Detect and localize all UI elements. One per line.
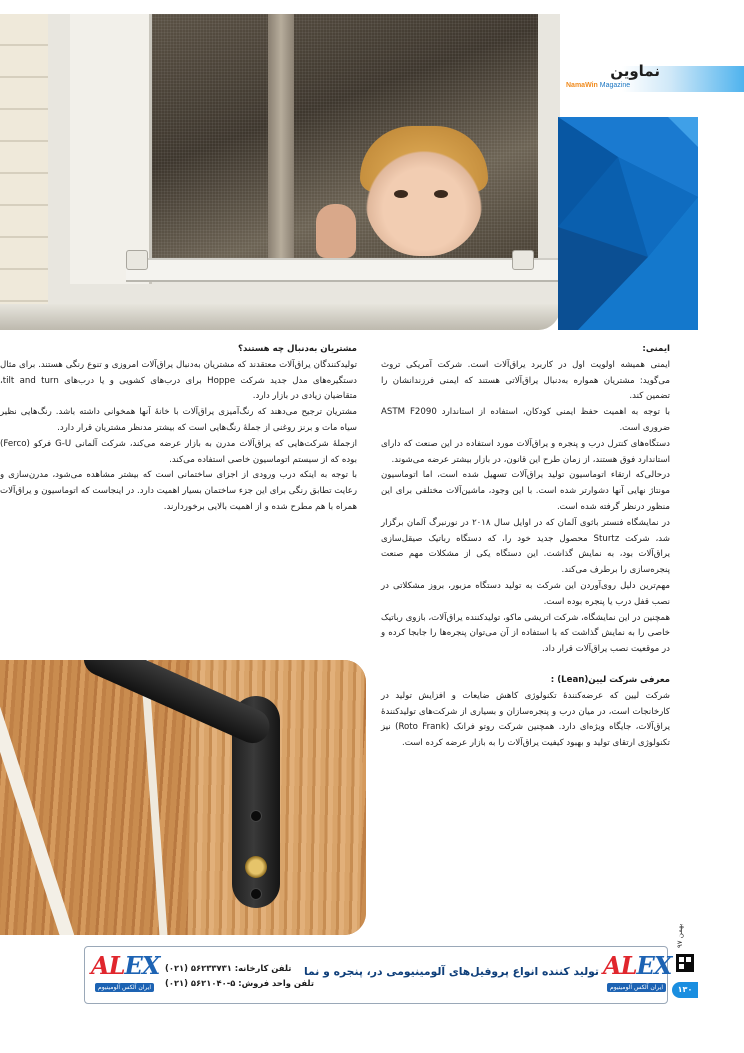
window-latch-right [512,250,534,270]
child-eye-right [434,190,448,198]
plate-screw-top [250,810,262,822]
paragraph: با توجه به اهمیت حفظ ایمنی کودکان، استفاده از استاندارد ASTM F2090 ضروری است. [381,407,670,433]
paragraph: ازجملهٔ شرکت‌هایی که یراق‌آلات مدرن به بازار عرضه می‌کند، شرکت آلمانی G-U فرکو (Ferco) بوده که از سیستم اتوماسیون خاصی استفاده می‌کند. [0,438,357,465]
siding-wall [0,14,48,330]
panel-margin [698,117,744,330]
sales-phone: تلفن واحد فروش: ۵-۵۶۲۱۰۴۰ (۰۲۱) [165,978,314,988]
masthead-title: نماوین [610,62,660,80]
article-column-left [0,342,357,516]
paragraph: دستگاه‌های کنترل درب و پنجره و یراق‌آلات مورد استفاده در این صنعت که دارای استاندارد فوق هستند، از زمان طرح این قانون، در بازار بیشتر عرضه می‌شوند. [381,438,670,465]
paragraph: در نمایشگاه فنستر باثوی آلمان که در اوایل سال ۲۰۱۸ در نورنبرگ آلمان برگزار شد، شرکت Sturtz محصول جدید خود را، که دستگاه رباتیک صیقل‌سازی یراق‌آلات بود، به نمایش گذاشت. این دستگاه یکی از مشکلات مهم صنعت پنجره‌سازی را برطرف می‌کند. [381,517,670,576]
plate-screw-bottom [250,888,262,900]
magazine-masthead [566,62,744,96]
paragraph-gap [381,658,670,673]
paragraph: مهم‌ترین دلیل روی‌آوردن این شرکت به تولید دستگاه مزبور، بروز مشکلاتی در نصب قفل درب یا پنجره بوده است. [381,580,670,607]
window-latch-left [126,250,148,270]
paragraph: مشتریان ترجیح می‌دهند که رنگ‌آمیزی یراق‌آلات با خانهٔ آنها همخوانی داشته باشد. رنگ‌هایی نظیر سیاه مات و برنز روغنی از جملهٔ رنگ‌هایی است که بیشتر مدنظر مشتریان قرار دارد. [0,407,357,433]
footer-tagline: تولید کننده انواع پروفیل‌های آلومینیومی در، پنجره و نما [304,965,599,978]
child-hand [316,204,356,258]
child-window-photo [0,14,560,330]
page-number: ۱۳۰ [672,982,698,998]
window-sill [126,258,560,282]
alex-logo-left [91,951,160,999]
paragraph: درحالی‌که ارتقاء اتوماسیون تولید یراق‌آلات تسهیل شده است، اما اتوماسیون مونتاژ نهایی آنها دشوارتر شده است. با این وجود، ماشین‌آلات مختلفی برای این منظور درنظر گرفته شده است. [381,470,670,512]
alex-logo-tag: ایران آلکس آلومینیوم [95,983,154,992]
article-column-right [381,342,670,752]
paragraph: همچنین در این نمایشگاه، شرکت اتریشی ماکو، تولیدکننده یراق‌آلات، بازوی رباتیک خاصی را به نمایش گذاشت که با استفاده از آن می‌توان پنجره‌ها را جابجا کرده و در موقعیت نصب یراق‌آلات قرار داد. [381,612,670,655]
paragraph: شرکت لیین که عرضه‌کنندهٔ تکنولوژی کاهش ضایعات و افزایش تولید در کارخانجات است، در میان درب و پنجره‌سازان و بسیاری از شرکت‌های تولیدکنندهٔ یراق‌آلات، جایگاه ویژه‌ای دارد. همچنین شرکت روتو فرانک (Roto Frank) نیز تکنولوژی ارتقای تولید و بهبود کیفیت یراق‌آلات را به بازار عرضه کرده است. [381,690,670,749]
alex-logo-right [603,951,672,999]
door-handle-photo [0,660,366,935]
window-light-strip [268,14,294,258]
paragraph: ایمنی همیشه اولویت اول در کاربرد یراق‌آلات است. شرکت آمریکی تروث می‌گوید: مشتریان همواره به‌دنبال یراق‌آلاتی هستند که ایمنی فرزندانشان را تضمین کند. [381,359,670,402]
alex-footer-ad [84,946,672,1004]
masthead-suffix: Magazine [599,82,631,89]
alex-logo-wordmark: ALEX [91,951,160,980]
namawin-mark-icon [676,954,694,972]
window-ledge [0,304,560,330]
masthead-brand: NamaWin [566,82,598,89]
window-frame-side [70,14,152,284]
alex-logo-wordmark-right: ALEX [603,951,672,980]
masthead-subtitle [566,82,630,89]
section-heading: مشتریان به‌دنبال چه هستند؟ [237,344,357,354]
factory-phone: تلفن کارخانه: ۵۶۲۳۳۷۳۱ (۰۲۱) [165,963,292,973]
paragraph: با توجه به اینکه درب ورودی از اجزای ساختمانی است که بیشتر مشاهده می‌شود، مدرن‌سازی و رعایت تطابق رنگی برای این جزء ساختمان بسیار اهمیت دارد. در اینجاست که اتوماسیون و یراق‌آلات همراه با هم مطرح شده و از اهمیت بالایی برخوردارند. [0,470,357,512]
lock-cylinder [245,856,267,878]
blue-geometric-panel [558,117,698,330]
section-heading: ایمنی: [642,344,670,354]
child-eye-left [394,190,408,198]
section-heading: معرفی شرکت لیین(Lean) : [550,674,670,685]
alex-logo-tag-right: ایران آلکس آلومینیوم [607,983,666,992]
issue-date: بهمن ۹۷ [676,923,684,948]
paragraph: تولیدکنندگان یراق‌آلات معتقدند که مشتریان به‌دنبال یراق‌آلات امروزی و تنوع رنگی هستند. برای مثال دستگیره‌های مدل جدید شرکت Hoppe برای درب‌های کشویی و یا درب‌های tilt and turn، متقاضیان زیادی در بازار دارد. [0,359,357,402]
geometric-shapes [558,117,698,330]
child-face [365,132,483,256]
